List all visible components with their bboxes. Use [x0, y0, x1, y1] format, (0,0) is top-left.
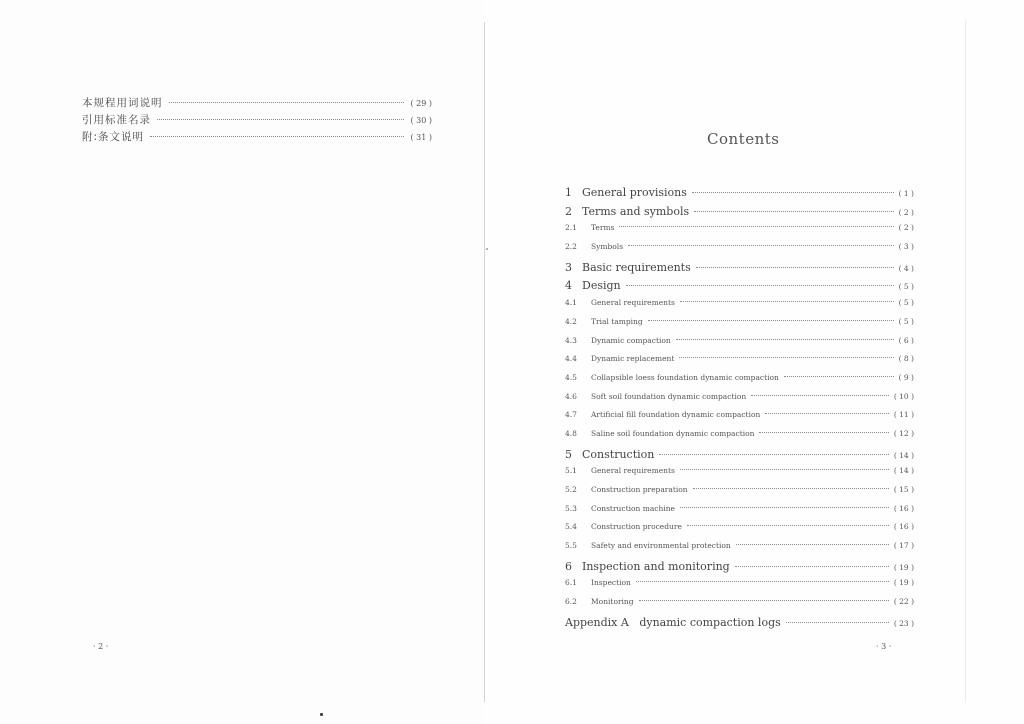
- toc-section-entry[interactable]: [565, 522, 914, 541]
- toc-entry-title: Construction preparation: [591, 485, 688, 494]
- toc-entry-title: Soft soil foundation dynamic compaction: [591, 391, 747, 401]
- toc-entry-title: Monitoring: [591, 597, 634, 607]
- toc-chapter-entry[interactable]: [565, 560, 914, 579]
- toc-entry-page: ( 16 ): [893, 522, 914, 532]
- toc-entry-page: ( 19 ): [893, 578, 914, 588]
- toc-entry-page: ( 10 ): [893, 391, 914, 401]
- toc-entry-title: Appendix A dynamic compaction logs: [565, 615, 781, 629]
- scan-speck: [320, 713, 323, 716]
- dot-leader: [680, 468, 889, 470]
- toc-entry-number: 5.1: [565, 466, 577, 476]
- toc-section-entry[interactable]: [565, 578, 914, 597]
- left-page: [0, 0, 484, 724]
- toc-entry-title: Dynamic replacement: [591, 354, 675, 364]
- dot-leader: [765, 412, 889, 414]
- toc-section-entry[interactable]: [565, 597, 914, 616]
- toc-entry-number: 5.3: [565, 503, 577, 513]
- toc-entry-title: Basic requirements: [582, 260, 691, 274]
- dot-leader: [735, 565, 889, 567]
- toc-section-entry[interactable]: [565, 466, 914, 485]
- dot-leader: [648, 319, 894, 321]
- toc-entry-title: General requirements: [591, 466, 675, 476]
- toc-entry-title: Design: [582, 279, 621, 293]
- dot-leader: [680, 506, 889, 508]
- toc-entry-page: ( 8 ): [898, 354, 914, 364]
- toc-entry-number: 4.7: [565, 410, 577, 420]
- toc-entry-number: 5.2: [565, 485, 577, 494]
- right-toc: [565, 186, 914, 635]
- toc-entry-title: 引用标准名录: [82, 114, 151, 126]
- toc-entry-number: 2.2: [565, 242, 577, 252]
- dot-leader: [169, 101, 405, 103]
- toc-section-entry[interactable]: [565, 504, 914, 523]
- toc-entry-page: ( 16 ): [893, 503, 914, 513]
- toc-entry-title: Inspection: [591, 578, 631, 588]
- toc-entry-number: 4.1: [565, 298, 577, 308]
- toc-section-entry[interactable]: [565, 336, 914, 355]
- toc-entry-page: ( 14 ): [893, 466, 914, 476]
- toc-entry-number: 2.1: [565, 223, 577, 233]
- toc-entry-title: General provisions: [582, 186, 687, 199]
- toc-entry-number: 2: [565, 204, 572, 218]
- toc-entry-page: ( 22 ): [893, 597, 914, 607]
- page-edge: [965, 20, 966, 702]
- toc-chapter-entry[interactable]: [565, 616, 914, 635]
- toc-chapter-entry[interactable]: [565, 279, 914, 298]
- toc-section-entry[interactable]: [565, 429, 914, 448]
- toc-entry-number: 5.4: [565, 522, 577, 532]
- dot-leader: [676, 338, 894, 340]
- dot-leader: [751, 394, 889, 396]
- dot-leader: [687, 524, 889, 526]
- dot-leader: [628, 244, 894, 246]
- toc-section-entry[interactable]: [565, 298, 914, 317]
- dot-leader: [694, 210, 893, 212]
- page-gutter: [484, 22, 485, 702]
- toc-entry[interactable]: [82, 95, 432, 112]
- dot-leader: [680, 300, 894, 302]
- toc-entry[interactable]: [82, 129, 432, 146]
- scan-speck: [486, 248, 488, 250]
- dot-leader: [639, 599, 889, 601]
- toc-entry-title: Artificial fill foundation dynamic compaction: [591, 410, 761, 420]
- toc-entry-number: 6.1: [565, 578, 577, 588]
- dot-leader: [626, 284, 894, 286]
- toc-entry-title: 本规程用词说明: [82, 97, 163, 109]
- toc-entry-number: 4.4: [565, 354, 577, 364]
- toc-entry-number: 4.8: [565, 428, 577, 438]
- dot-leader: [736, 543, 889, 545]
- dot-leader: [619, 225, 893, 227]
- toc-chapter-entry[interactable]: [565, 205, 914, 224]
- toc-entry-page: ( 5 ): [898, 282, 914, 292]
- toc-entry-page: ( 5 ): [898, 298, 914, 308]
- toc-chapter-entry[interactable]: [565, 261, 914, 280]
- toc-entry-number: 4.2: [565, 316, 577, 326]
- toc-entry-page: ( 1 ): [898, 189, 914, 198]
- toc-entry-title: Construction procedure: [591, 522, 682, 532]
- toc-entry-number: 1: [565, 186, 572, 199]
- toc-entry-title: Saline soil foundation dynamic compaction: [591, 428, 755, 438]
- toc-entry-number: 4.6: [565, 391, 577, 401]
- toc-entry-page: ( 17 ): [893, 541, 914, 551]
- toc-entry-page: ( 9 ): [898, 372, 914, 382]
- toc-entry-number: 3: [565, 260, 572, 274]
- toc-section-entry[interactable]: [565, 410, 914, 429]
- toc-entry-title: General requirements: [591, 298, 675, 308]
- toc-entry[interactable]: [82, 112, 432, 129]
- toc-section-entry[interactable]: [565, 317, 914, 336]
- toc-entry-page: ( 12 ): [893, 428, 914, 438]
- toc-entry-page: ( 19 ): [893, 562, 914, 572]
- toc-entry-title: Construction: [582, 447, 655, 461]
- toc-chapter-entry[interactable]: [565, 186, 914, 205]
- toc-section-entry[interactable]: [565, 354, 914, 373]
- toc-entry-page: ( 6 ): [898, 335, 914, 345]
- toc-section-entry[interactable]: [565, 373, 914, 392]
- toc-entry-title: Dynamic compaction: [591, 335, 671, 345]
- dot-leader: [786, 621, 889, 623]
- toc-entry-page: ( 31 ): [410, 133, 432, 142]
- toc-entry-page: ( 29 ): [410, 99, 432, 108]
- toc-chapter-entry[interactable]: [565, 448, 914, 467]
- page-number-right: · 3 ·: [876, 642, 892, 651]
- dot-leader: [693, 487, 889, 489]
- toc-entry-number: 6: [565, 559, 572, 573]
- toc-entry-number: 4.5: [565, 372, 577, 382]
- toc-entry-page: ( 15 ): [893, 485, 914, 494]
- toc-entry-page: ( 3 ): [898, 242, 914, 252]
- toc-entry-number: 5.5: [565, 541, 577, 551]
- dot-leader: [759, 431, 888, 433]
- toc-section-entry[interactable]: [565, 541, 914, 560]
- toc-entry-page: ( 30 ): [410, 116, 432, 125]
- toc-entry-title: Collapsible loess foundation dynamic compaction: [591, 372, 779, 382]
- dot-leader: [150, 135, 404, 137]
- toc-entry-number: 4: [565, 279, 572, 293]
- toc-entry-page: ( 14 ): [893, 450, 914, 460]
- contents-heading: Contents: [707, 130, 780, 148]
- toc-entry-title: Trial tamping: [591, 316, 643, 326]
- toc-entry-title: 附:条文说明: [82, 131, 145, 143]
- toc-entry-title: Inspection and monitoring: [582, 559, 730, 573]
- toc-entry-title: Safety and environmental protection: [591, 541, 731, 551]
- toc-entry-page: ( 23 ): [893, 618, 914, 628]
- dot-leader: [679, 356, 893, 358]
- dot-leader: [659, 453, 888, 455]
- toc-entry-title: Terms: [591, 223, 615, 233]
- toc-entry-title: Terms and symbols: [582, 204, 690, 218]
- toc-entry-page: ( 5 ): [898, 316, 914, 326]
- toc-section-entry[interactable]: [565, 392, 914, 411]
- dot-leader: [696, 266, 894, 268]
- toc-entry-page: ( 11 ): [893, 410, 914, 420]
- dot-leader: [636, 580, 889, 582]
- toc-entry-number: 6.2: [565, 597, 577, 607]
- toc-section-entry[interactable]: [565, 223, 914, 242]
- toc-entry-page: ( 2 ): [898, 223, 914, 233]
- toc-section-entry[interactable]: [565, 485, 914, 504]
- toc-entry-number: 4.3: [565, 335, 577, 345]
- toc-entry-page: ( 2 ): [898, 207, 914, 217]
- dot-leader: [692, 191, 894, 193]
- toc-entry-title: Symbols: [591, 242, 624, 252]
- left-toc: [82, 95, 432, 146]
- toc-entry-page: ( 4 ): [898, 263, 914, 273]
- toc-entry-title: Construction machine: [591, 503, 675, 513]
- dot-leader: [784, 375, 894, 377]
- dot-leader: [157, 118, 404, 120]
- toc-entry-number: 5: [565, 447, 572, 461]
- page-number-left: · 2 ·: [93, 642, 109, 651]
- toc-section-entry[interactable]: [565, 242, 914, 261]
